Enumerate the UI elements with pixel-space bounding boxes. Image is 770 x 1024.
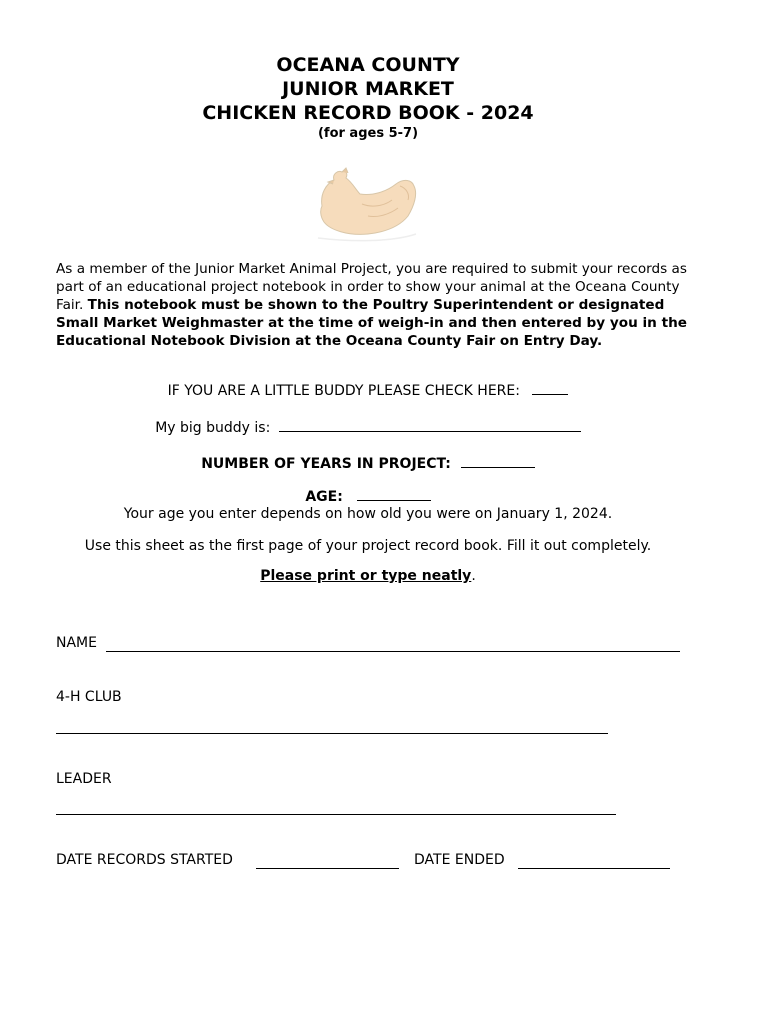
club-label: 4-H CLUB: [56, 689, 122, 705]
date-started-label: DATE RECORDS STARTED: [56, 852, 233, 868]
years-row: [0, 454, 736, 472]
print-note-period: .: [471, 568, 476, 584]
little-buddy-checkbox-line[interactable]: [532, 381, 568, 395]
print-note: Please print or type neatly: [260, 568, 472, 584]
name-input-line[interactable]: [106, 651, 680, 652]
big-buddy-row: [0, 418, 736, 436]
leader-label: LEADER: [56, 771, 112, 787]
age-input-line[interactable]: [357, 487, 431, 501]
intro-plain-text: As a member of the Junior Market Animal Project, you are required to submit your records as part of an educational project notebook in order to show your animal at the Oceana County Fair.: [56, 261, 687, 313]
print-note-row: [0, 568, 736, 584]
club-input-line[interactable]: [56, 733, 608, 734]
sheet-note: Use this sheet as the first page of your project record book. Fill it out completely.: [84, 538, 652, 554]
big-buddy-label: My big buddy is:: [155, 420, 271, 436]
intro-bold-text: This notebook must be shown to the Poultry Superintendent or designated Small Market Weighmaster at the time of weigh-in and then entered by you in the Educational Notebook Division at the Oceana County Fair on Entry Day.: [56, 297, 687, 349]
years-input-line[interactable]: [461, 454, 535, 468]
chicken-illustration-icon: [312, 164, 422, 244]
title-line-1: OCEANA COUNTY: [276, 54, 460, 76]
years-label: NUMBER OF YEARS IN PROJECT:: [201, 456, 451, 472]
age-label: AGE:: [305, 489, 343, 505]
leader-input-line[interactable]: [56, 814, 616, 815]
little-buddy-row: [0, 381, 736, 399]
subtitle: (for ages 5-7): [317, 126, 419, 141]
age-note: Your age you enter depends on how old you were on January 1, 2024.: [123, 506, 613, 522]
name-label: NAME: [56, 635, 97, 651]
little-buddy-label: IF YOU ARE A LITTLE BUDDY PLEASE CHECK HERE:: [167, 383, 520, 399]
date-ended-input-line[interactable]: [518, 868, 670, 869]
big-buddy-input-line[interactable]: [279, 418, 581, 432]
age-row: [0, 487, 736, 505]
date-ended-label: DATE ENDED: [414, 852, 505, 868]
title-line-3: CHICKEN RECORD BOOK - 2024: [202, 102, 534, 124]
title-line-2: JUNIOR MARKET: [282, 78, 454, 100]
date-started-input-line[interactable]: [256, 868, 399, 869]
intro-paragraph: [56, 260, 696, 350]
